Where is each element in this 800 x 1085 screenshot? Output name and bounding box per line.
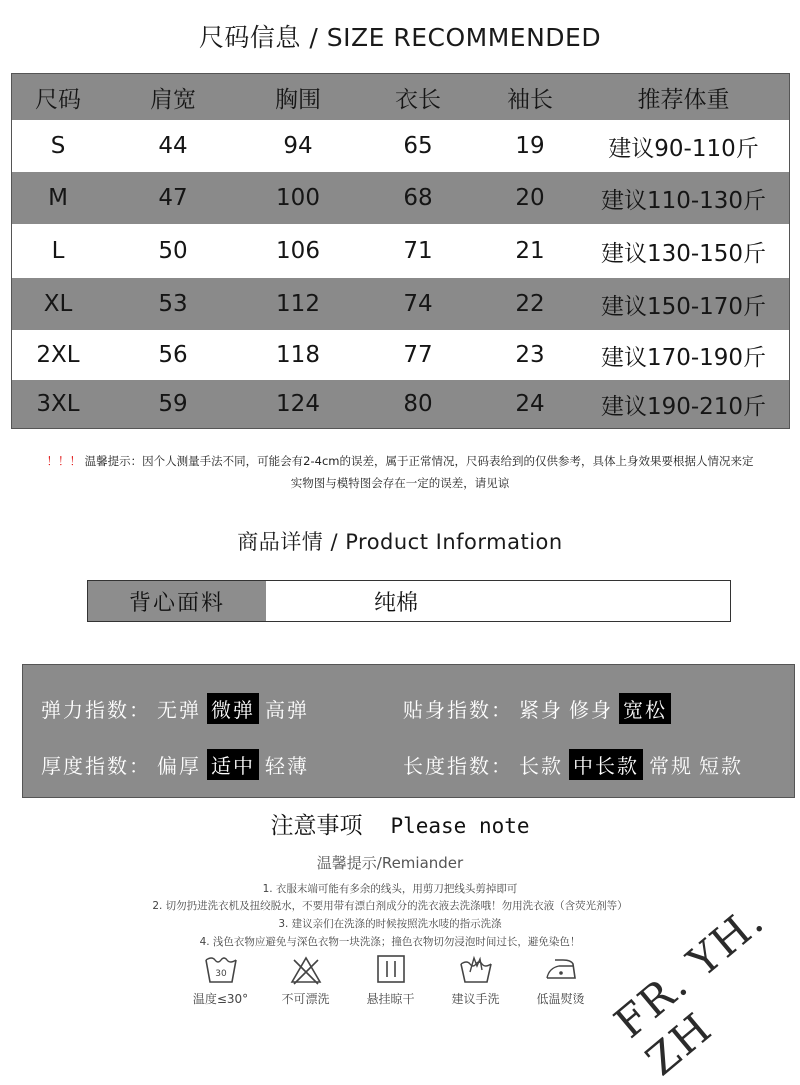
table-cell: 建议130-150斤 [600, 240, 767, 267]
index-option-selected: 适中 [207, 749, 259, 780]
table-cell: 3XL [36, 391, 80, 417]
care-label: 温度≤30° [192, 992, 249, 1006]
table-row [12, 380, 789, 428]
table-cell: 23 [515, 342, 545, 368]
header-cell: 肩宽 [150, 86, 196, 113]
table-cell: 22 [515, 291, 545, 317]
table-cell: 124 [276, 391, 320, 417]
table-cell: 106 [276, 238, 320, 264]
table-header [12, 74, 789, 120]
fabric-value: 纯棉 [374, 590, 419, 616]
table-cell: M [48, 185, 68, 211]
note-title-en: Please note [390, 814, 530, 838]
table-cell: 44 [158, 133, 188, 159]
table-cell: S [50, 133, 66, 159]
table-cell: 20 [515, 185, 545, 211]
table-row [12, 120, 789, 172]
care-item [433, 952, 518, 1007]
thickness-index [41, 749, 315, 780]
table-cell: L [51, 238, 65, 264]
index-label: 弹力指数： [41, 698, 151, 722]
care-label: 不可漂洗 [281, 992, 330, 1006]
table-cell: 建议170-190斤 [600, 344, 767, 371]
table-cell: 94 [283, 133, 313, 159]
table-cell: 74 [403, 291, 433, 317]
fabric-label: 背心面料 [88, 581, 266, 621]
fabric-row [87, 580, 731, 622]
hang-dry-icon [373, 952, 409, 986]
table-cell: 建议190-210斤 [600, 393, 767, 420]
care-line: 4. 浅色衣物应避免与深色衣物一块洗涤；撞色衣物切勿浸泡时间过长，避免染色！ [199, 936, 581, 948]
index-label: 贴身指数： [403, 698, 513, 722]
care-line: 1. 衣服末端可能有多余的线头，用剪刀把线头剪掉即可 [262, 883, 518, 895]
index-option: 长款 [519, 754, 563, 778]
care-item [518, 952, 603, 1007]
care-item [178, 952, 263, 1007]
svg-text:30: 30 [214, 969, 227, 979]
table-cell: 50 [158, 238, 188, 264]
care-title: 温馨提示/Remiander [316, 854, 464, 872]
wash-30-icon [203, 952, 239, 986]
care-item [263, 952, 348, 1007]
table-cell: 21 [515, 238, 545, 264]
note-title [0, 807, 800, 840]
index-option: 无弹 [157, 698, 201, 722]
product-section-title: 商品详情 / Product Information [237, 530, 563, 554]
header-cell: 推荐体重 [637, 86, 730, 113]
size-table [11, 73, 790, 429]
header-cell: 胸围 [275, 86, 321, 113]
table-cell: 建议110-130斤 [600, 187, 767, 214]
index-label: 长度指数： [403, 754, 513, 778]
measurement-tip [0, 453, 800, 469]
fit-index [403, 693, 677, 724]
table-cell: 56 [158, 342, 188, 368]
table-cell: 77 [403, 342, 433, 368]
index-option: 高弹 [265, 698, 309, 722]
header-cell: 衣长 [395, 86, 441, 113]
index-option: 紧身 [519, 698, 563, 722]
index-option: 轻薄 [265, 754, 309, 778]
index-option: 修身 [569, 698, 613, 722]
table-cell: 47 [158, 185, 188, 211]
care-label: 低温熨烫 [536, 992, 585, 1006]
table-cell: 2XL [36, 342, 80, 368]
care-line: 3. 建议亲们在洗涤的时候按照洗水唛的指示洗涤 [278, 918, 502, 930]
index-panel [22, 664, 795, 798]
index-label: 厚度指数： [41, 754, 151, 778]
index-option: 短款 [699, 754, 743, 778]
index-option-selected: 中长款 [569, 749, 643, 780]
size-section-title: 尺码信息 / SIZE RECOMMENDED [198, 23, 602, 52]
table-cell: 68 [403, 185, 433, 211]
table-cell: 71 [403, 238, 433, 264]
table-row [12, 172, 789, 224]
table-cell: XL [43, 291, 73, 317]
care-line: 2. 切勿扔进洗衣机及扭绞脱水，不要用带有漂白剂成分的洗衣液去洗涤哦！勿用洗衣液（含荧光剂等） [152, 900, 628, 912]
tip-line-2: 实物图与模特图会存在一定的误差，请见谅 [290, 476, 510, 490]
hand-wash-icon [458, 952, 494, 986]
index-option: 常规 [649, 754, 693, 778]
table-cell: 80 [403, 391, 433, 417]
header-cell: 尺码 [35, 86, 81, 113]
table-cell: 建议90-110斤 [608, 135, 759, 162]
note-title-cn: 注意事项 [270, 813, 363, 839]
header-cell: 袖长 [507, 86, 553, 113]
care-item [348, 952, 433, 1007]
table-row [12, 278, 789, 330]
no-bleach-icon [288, 952, 324, 986]
care-label: 悬挂晾干 [366, 992, 415, 1006]
index-option-selected: 宽松 [619, 693, 671, 724]
table-row [12, 224, 789, 278]
table-cell: 24 [515, 391, 545, 417]
warning-marks: ！！！ [46, 454, 82, 468]
tip-line-1: 温馨提示：因个人测量手法不同，可能会有2-4cm的误差，属于正常情况，尺码表给到的仅供参考，具体上身效果要根据人情况来定 [84, 454, 754, 468]
table-cell: 100 [276, 185, 320, 211]
table-cell: 59 [158, 391, 188, 417]
table-cell: 19 [515, 133, 545, 159]
index-option: 偏厚 [157, 754, 201, 778]
care-label: 建议手洗 [451, 992, 500, 1006]
table-cell: 118 [276, 342, 320, 368]
length-index [403, 749, 749, 780]
table-cell: 53 [158, 291, 188, 317]
care-icons [178, 952, 603, 1007]
table-cell: 112 [276, 291, 320, 317]
table-row [12, 330, 789, 380]
table-cell: 建议150-170斤 [600, 293, 767, 320]
watermark: FR. YH. ZH [605, 894, 774, 1085]
low-iron-icon [543, 952, 579, 986]
elasticity-index [41, 693, 315, 724]
table-cell: 65 [403, 133, 433, 159]
index-option-selected: 微弹 [207, 693, 259, 724]
